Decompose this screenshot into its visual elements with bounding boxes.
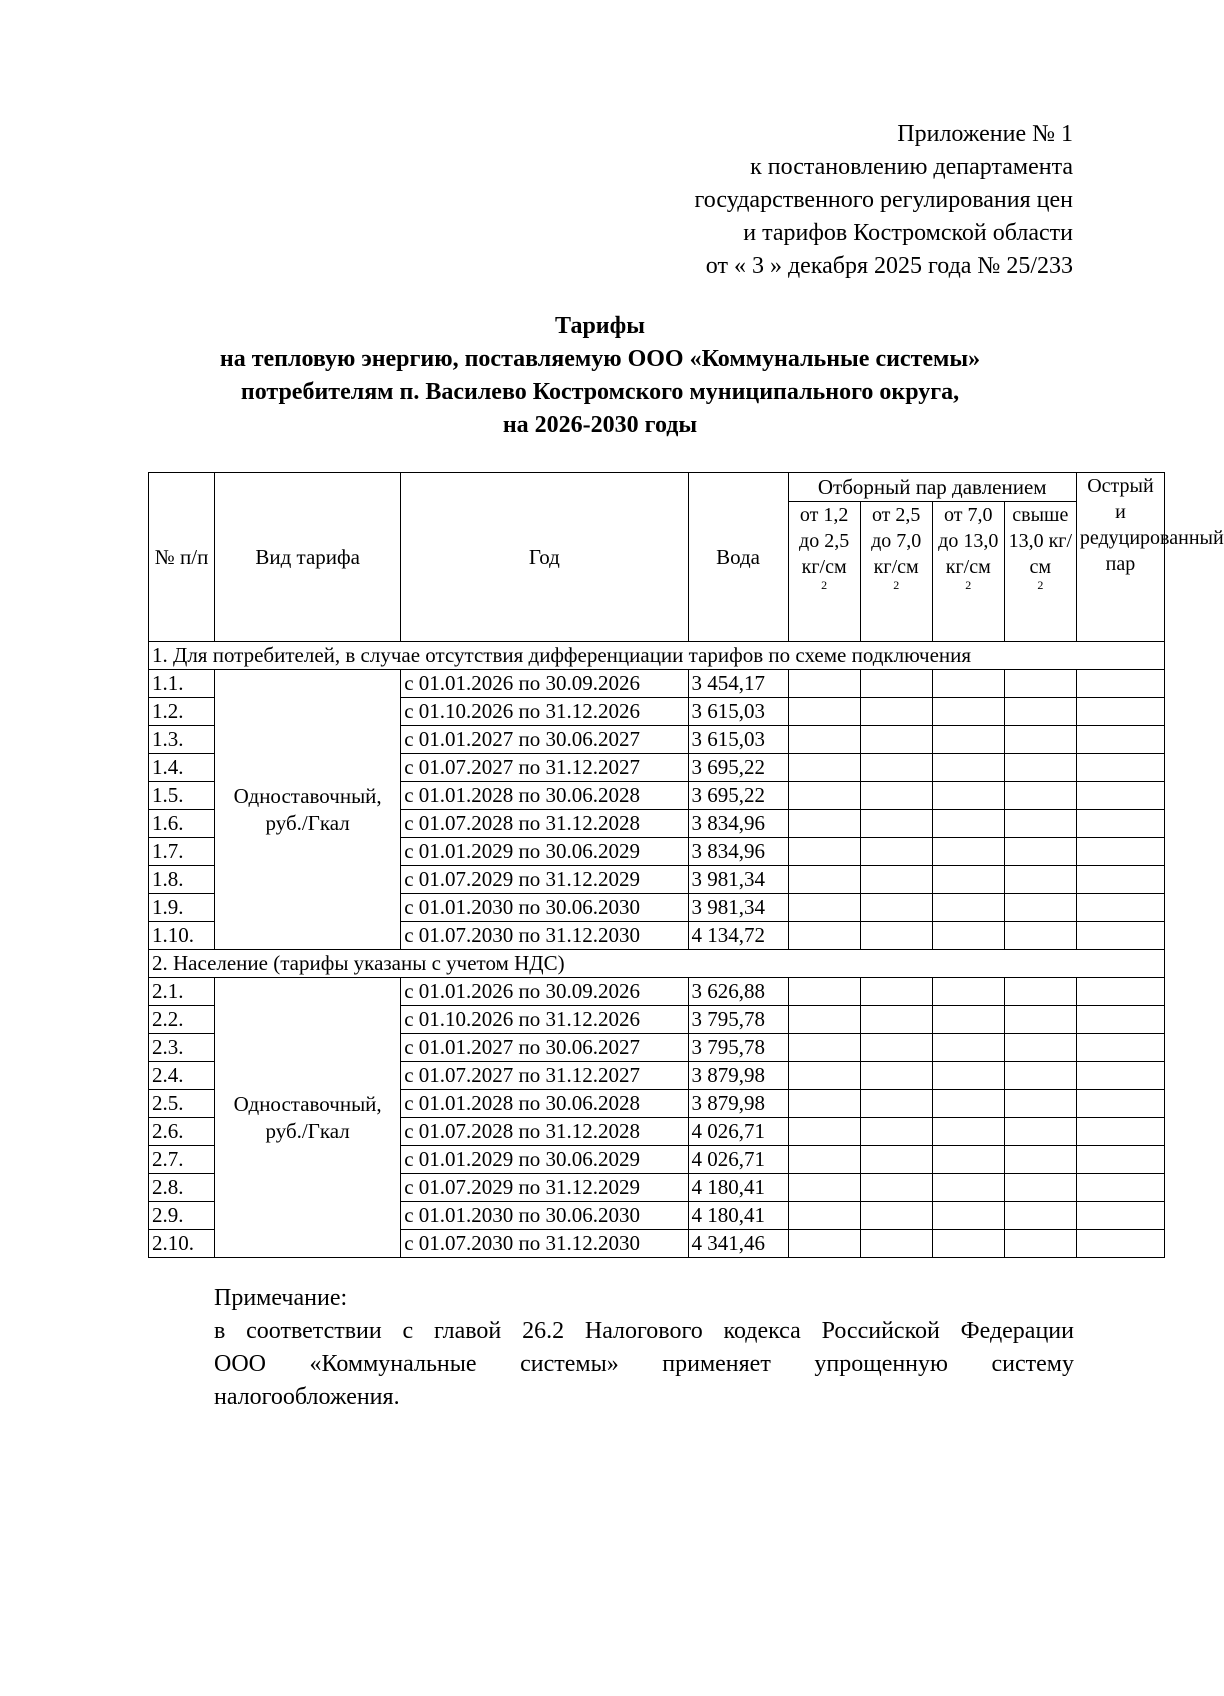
- empty-cell: [788, 810, 860, 838]
- empty-cell: [788, 838, 860, 866]
- empty-cell: [932, 978, 1004, 1006]
- header-water: Вода: [688, 473, 788, 642]
- row-number: 2.1.: [149, 978, 215, 1006]
- empty-cell: [860, 698, 932, 726]
- empty-cell: [788, 866, 860, 894]
- empty-cell: [788, 1118, 860, 1146]
- empty-cell: [1004, 1090, 1076, 1118]
- header-row: [149, 473, 1165, 502]
- empty-cell: [1076, 866, 1164, 894]
- empty-cell: [1004, 866, 1076, 894]
- row-period: с 01.07.2027 по 31.12.2027: [401, 754, 688, 782]
- empty-cell: [1076, 1230, 1164, 1258]
- row-number: 1.9.: [149, 894, 215, 922]
- empty-cell: [1004, 1034, 1076, 1062]
- table-row: [149, 978, 1165, 1006]
- empty-cell: [1076, 754, 1164, 782]
- row-period: с 01.10.2026 по 31.12.2026: [401, 1006, 688, 1034]
- empty-cell: [860, 1230, 932, 1258]
- row-number: 2.4.: [149, 1062, 215, 1090]
- row-water-price: 3 795,78: [688, 1006, 788, 1034]
- empty-cell: [1004, 698, 1076, 726]
- empty-cell: [1076, 838, 1164, 866]
- empty-cell: [932, 810, 1004, 838]
- note-heading: Примечание:: [214, 1285, 348, 1311]
- empty-cell: [860, 754, 932, 782]
- row-period: с 01.01.2027 по 30.06.2027: [401, 726, 688, 754]
- empty-cell: [1004, 1230, 1076, 1258]
- empty-cell: [932, 1090, 1004, 1118]
- row-number: 1.7.: [149, 838, 215, 866]
- empty-cell: [1076, 1090, 1164, 1118]
- empty-cell: [860, 1202, 932, 1230]
- title-line: Тарифы: [555, 313, 645, 339]
- row-period: с 01.01.2030 по 30.06.2030: [401, 894, 688, 922]
- steam-1-sup: 2: [821, 578, 828, 592]
- empty-cell: [1076, 726, 1164, 754]
- row-period: с 01.01.2027 по 30.06.2027: [401, 1034, 688, 1062]
- header-sharp-steam: Острый и редуцированный пар: [1076, 473, 1164, 642]
- steam-4-label: свыше 13,0 кг/см: [1008, 504, 1073, 578]
- row-number: 2.7.: [149, 1146, 215, 1174]
- row-water-price: 4 180,41: [688, 1174, 788, 1202]
- header-year: Год: [401, 473, 688, 642]
- empty-cell: [788, 1202, 860, 1230]
- empty-cell: [788, 726, 860, 754]
- empty-cell: [932, 838, 1004, 866]
- row-period: с 01.07.2028 по 31.12.2028: [401, 810, 688, 838]
- annex-block: [553, 118, 1073, 283]
- row-number: 2.8.: [149, 1174, 215, 1202]
- empty-cell: [860, 1034, 932, 1062]
- empty-cell: [932, 1118, 1004, 1146]
- empty-cell: [932, 1006, 1004, 1034]
- empty-cell: [860, 838, 932, 866]
- row-period: с 01.01.2030 по 30.06.2030: [401, 1202, 688, 1230]
- empty-cell: [860, 866, 932, 894]
- header-steam-2: [860, 502, 932, 642]
- empty-cell: [932, 1202, 1004, 1230]
- title-line: на 2026-2030 годы: [502, 412, 698, 438]
- empty-cell: [1004, 810, 1076, 838]
- empty-cell: [1076, 670, 1164, 698]
- empty-cell: [860, 810, 932, 838]
- title-line: потребителям п. Василево Костромского муниципального округа,: [240, 379, 960, 405]
- empty-cell: [788, 1090, 860, 1118]
- row-period: с 01.01.2028 по 30.06.2028: [401, 1090, 688, 1118]
- annex-line: Приложение № 1: [897, 121, 1073, 147]
- row-number: 2.5.: [149, 1090, 215, 1118]
- empty-cell: [932, 754, 1004, 782]
- row-number: 1.8.: [149, 866, 215, 894]
- empty-cell: [932, 698, 1004, 726]
- header-steam-4: [1004, 502, 1076, 642]
- header-num: № п/п: [149, 473, 215, 642]
- empty-cell: [1004, 782, 1076, 810]
- empty-cell: [788, 670, 860, 698]
- row-water-price: 3 834,96: [688, 810, 788, 838]
- steam-1-label: от 1,2 до 2,5 кг/см: [799, 504, 850, 578]
- row-number: 1.1.: [149, 670, 215, 698]
- empty-cell: [1076, 1006, 1164, 1034]
- empty-cell: [932, 1034, 1004, 1062]
- empty-cell: [932, 922, 1004, 950]
- row-water-price: 3 615,03: [688, 726, 788, 754]
- empty-cell: [1076, 922, 1164, 950]
- header-steam-1: [788, 502, 860, 642]
- empty-cell: [1076, 810, 1164, 838]
- steam-2-sup: 2: [893, 578, 900, 592]
- empty-cell: [860, 978, 932, 1006]
- empty-cell: [1076, 894, 1164, 922]
- empty-cell: [932, 782, 1004, 810]
- row-water-price: 3 695,22: [688, 754, 788, 782]
- annex-line: от « 3 » декабря 2025 года № 25/233: [705, 253, 1073, 279]
- empty-cell: [860, 670, 932, 698]
- empty-cell: [788, 978, 860, 1006]
- header-vid: Вид тарифа: [215, 473, 401, 642]
- empty-cell: [1076, 1146, 1164, 1174]
- empty-cell: [932, 726, 1004, 754]
- empty-cell: [1076, 1174, 1164, 1202]
- empty-cell: [932, 1174, 1004, 1202]
- row-water-price: 4 026,71: [688, 1118, 788, 1146]
- empty-cell: [788, 922, 860, 950]
- empty-cell: [1004, 838, 1076, 866]
- row-number: 1.3.: [149, 726, 215, 754]
- empty-cell: [1076, 1034, 1164, 1062]
- tariffs-table: [148, 472, 1224, 1258]
- row-period: с 01.07.2029 по 31.12.2029: [401, 1174, 688, 1202]
- row-water-price: 4 341,46: [688, 1230, 788, 1258]
- empty-cell: [1004, 1118, 1076, 1146]
- title-line: на тепловую энергию, поставляемую ООО «Коммунальные системы»: [219, 346, 981, 372]
- document-title: [100, 310, 1100, 442]
- tariff-type: Одноставочный, руб./Гкал: [215, 978, 401, 1258]
- empty-cell: [1076, 978, 1164, 1006]
- empty-cell: [1004, 754, 1076, 782]
- row-number: 2.9.: [149, 1202, 215, 1230]
- empty-cell: [1004, 1202, 1076, 1230]
- header-steam-group: Отборный пар давлением: [788, 473, 1076, 502]
- row-water-price: 3 981,34: [688, 866, 788, 894]
- steam-4-sup: 2: [1037, 578, 1044, 592]
- row-number: 1.4.: [149, 754, 215, 782]
- empty-cell: [1004, 1174, 1076, 1202]
- empty-cell: [1004, 1006, 1076, 1034]
- row-period: с 01.07.2030 по 31.12.2030: [401, 1230, 688, 1258]
- row-period: с 01.01.2026 по 30.09.2026: [401, 670, 688, 698]
- empty-cell: [788, 1146, 860, 1174]
- empty-cell: [1004, 978, 1076, 1006]
- row-water-price: 4 026,71: [688, 1146, 788, 1174]
- empty-cell: [788, 1006, 860, 1034]
- empty-cell: [860, 1146, 932, 1174]
- empty-cell: [860, 922, 932, 950]
- empty-cell: [1076, 1202, 1164, 1230]
- empty-cell: [860, 726, 932, 754]
- note-block: [214, 1282, 1074, 1414]
- empty-cell: [788, 1034, 860, 1062]
- steam-3-sup: 2: [965, 578, 972, 592]
- empty-cell: [788, 1230, 860, 1258]
- row-period: с 01.01.2029 по 30.06.2029: [401, 1146, 688, 1174]
- empty-cell: [788, 782, 860, 810]
- empty-cell: [860, 1006, 932, 1034]
- empty-cell: [1004, 726, 1076, 754]
- empty-cell: [788, 698, 860, 726]
- empty-cell: [788, 894, 860, 922]
- empty-cell: [1004, 1146, 1076, 1174]
- empty-cell: [860, 782, 932, 810]
- tariff-type: Одноставочный, руб./Гкал: [215, 670, 401, 950]
- row-water-price: 3 695,22: [688, 782, 788, 810]
- table-row: [149, 670, 1165, 698]
- empty-cell: [860, 894, 932, 922]
- empty-cell: [1004, 1062, 1076, 1090]
- row-water-price: 3 879,98: [688, 1062, 788, 1090]
- empty-cell: [860, 1090, 932, 1118]
- empty-cell: [860, 1062, 932, 1090]
- empty-cell: [788, 1062, 860, 1090]
- empty-cell: [932, 866, 1004, 894]
- steam-3-label: от 7,0 до 13,0 кг/см: [938, 504, 999, 578]
- row-period: с 01.07.2027 по 31.12.2027: [401, 1062, 688, 1090]
- annex-line: и тарифов Костромской области: [743, 220, 1073, 246]
- row-period: с 01.01.2028 по 30.06.2028: [401, 782, 688, 810]
- row-period: с 01.10.2026 по 31.12.2026: [401, 698, 688, 726]
- empty-cell: [1076, 1118, 1164, 1146]
- empty-cell: [788, 754, 860, 782]
- empty-cell: [860, 1174, 932, 1202]
- empty-cell: [1076, 698, 1164, 726]
- row-number: 1.10.: [149, 922, 215, 950]
- empty-cell: [1004, 894, 1076, 922]
- annex-line: к постановлению департамента: [750, 154, 1073, 180]
- row-number: 2.3.: [149, 1034, 215, 1062]
- empty-cell: [932, 670, 1004, 698]
- annex-line: государственного регулирования цен: [694, 187, 1073, 213]
- row-water-price: 3 626,88: [688, 978, 788, 1006]
- row-period: с 01.07.2030 по 31.12.2030: [401, 922, 688, 950]
- row-period: с 01.01.2029 по 30.06.2029: [401, 838, 688, 866]
- section-label: 1. Для потребителей, в случае отсутствия дифференциации тарифов по схеме подключения: [149, 642, 1165, 670]
- row-period: с 01.07.2028 по 31.12.2028: [401, 1118, 688, 1146]
- row-water-price: 3 615,03: [688, 698, 788, 726]
- row-number: 2.6.: [149, 1118, 215, 1146]
- note-body: в соответствии с главой 26.2 Налогового кодекса Российской Федерации ООО «Коммунальные системы» применяет упрощенную систему налогообложения.: [214, 1318, 1074, 1410]
- empty-cell: [932, 1230, 1004, 1258]
- section-row: [149, 642, 1165, 670]
- empty-cell: [788, 1174, 860, 1202]
- row-water-price: 3 795,78: [688, 1034, 788, 1062]
- empty-cell: [1004, 670, 1076, 698]
- empty-cell: [932, 894, 1004, 922]
- section-label: 2. Население (тарифы указаны с учетом НДС): [149, 950, 1165, 978]
- row-number: 2.2.: [149, 1006, 215, 1034]
- header-steam-3: [932, 502, 1004, 642]
- row-number: 1.2.: [149, 698, 215, 726]
- empty-cell: [932, 1062, 1004, 1090]
- row-water-price: 3 454,17: [688, 670, 788, 698]
- row-number: 2.10.: [149, 1230, 215, 1258]
- row-water-price: 4 180,41: [688, 1202, 788, 1230]
- empty-cell: [1004, 922, 1076, 950]
- row-water-price: 3 879,98: [688, 1090, 788, 1118]
- row-water-price: 3 981,34: [688, 894, 788, 922]
- empty-cell: [932, 1146, 1004, 1174]
- row-period: с 01.07.2029 по 31.12.2029: [401, 866, 688, 894]
- empty-cell: [860, 1118, 932, 1146]
- section-row: [149, 950, 1165, 978]
- empty-cell: [1076, 782, 1164, 810]
- row-period: с 01.01.2026 по 30.09.2026: [401, 978, 688, 1006]
- empty-cell: [1076, 1062, 1164, 1090]
- row-water-price: 3 834,96: [688, 838, 788, 866]
- row-number: 1.6.: [149, 810, 215, 838]
- steam-2-label: от 2,5 до 7,0 кг/см: [871, 504, 922, 578]
- row-number: 1.5.: [149, 782, 215, 810]
- row-water-price: 4 134,72: [688, 922, 788, 950]
